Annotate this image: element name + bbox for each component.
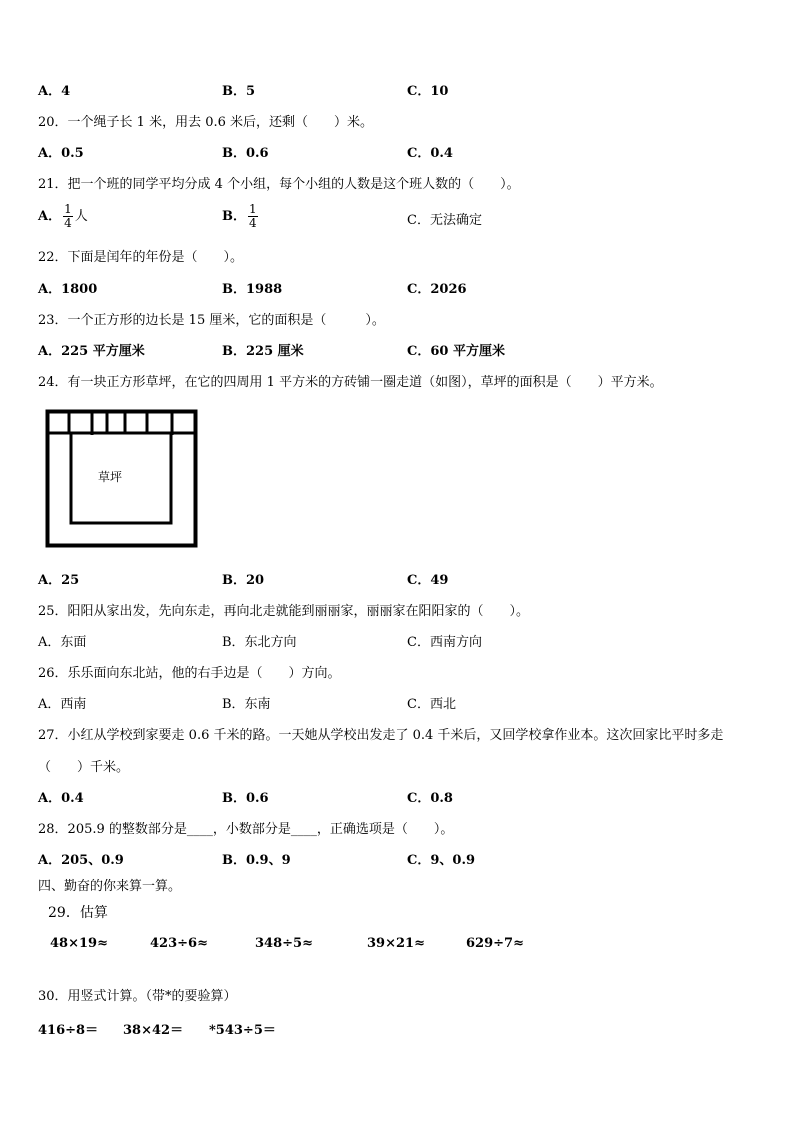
q28-option-c: C．9、0.9	[407, 853, 476, 868]
q30-item-2: 38×42＝	[123, 1023, 184, 1038]
q21-b-prefix: B．	[222, 209, 246, 224]
q19-option-a: A．4	[38, 84, 71, 99]
q30-item-3: *543÷5＝	[209, 1023, 276, 1038]
q22-option-a: A．1800	[38, 282, 98, 297]
q22-question: 22．下面是闰年的年份是（ ）。	[38, 250, 244, 265]
q22-option-b: B．1988	[222, 282, 283, 297]
q21-b-numerator: 1	[249, 202, 257, 216]
q25-option-b: B．东北方向	[222, 635, 297, 650]
section-4-heading: 四、勤奋的你来算一算。	[38, 879, 182, 894]
q20-option-a: A．0.5	[38, 146, 84, 161]
q24-question: 24．有一块正方形草坪，在它的四周用 1 平方米的方砖铺一圈走道（如图），草坪的面积是（ ）平方米。	[38, 375, 663, 390]
q30-item-1: 416÷8＝	[38, 1023, 99, 1038]
q19-option-c: C．10	[407, 84, 449, 99]
q21-a-prefix: A．	[38, 209, 62, 224]
q29-item-5: 629÷7≈	[466, 936, 524, 951]
q24-option-c: C．49	[407, 573, 449, 588]
q21-option-c: C．无法确定	[407, 213, 482, 228]
q30-title: 30．用竖式计算。（带*的要验算）	[38, 989, 237, 1004]
q21-a-numerator: 1	[64, 202, 72, 216]
q27-option-c: C．0.8	[407, 791, 453, 806]
q28-option-a: A．205、0.9	[38, 853, 124, 868]
q21-option-b	[222, 203, 260, 230]
q22-option-c: C．2026	[407, 282, 467, 297]
q20-option-b: B．0.6	[222, 146, 269, 161]
lawn-figure	[45, 409, 200, 549]
q21-a-fraction	[63, 203, 73, 230]
q21-question: 21．把一个班的同学平均分成 4 个小组，每个小组的人数是这个班人数的（ ）。	[38, 177, 520, 192]
q27-question-cont: （ ）千米。	[38, 760, 130, 775]
q28-option-b: B．0.9、9	[222, 853, 291, 868]
q24-option-b: B．20	[222, 573, 265, 588]
q25-question: 25．阳阳从家出发，先向东走，再向北走就能到丽丽家，丽丽家在阳阳家的（ ）。	[38, 604, 530, 619]
q21-a-suffix: 人	[74, 209, 88, 224]
q26-question: 26．乐乐面向东北站，他的右手边是（ ）方向。	[38, 666, 341, 681]
q23-option-c: C．60 平方厘米	[407, 344, 505, 359]
lawn-label: 草坪	[98, 470, 123, 484]
q28-question: 28．205.9 的整数部分是____，小数部分是____，正确选项是（ ）。	[38, 822, 454, 837]
q19-option-b: B．5	[222, 84, 256, 99]
q29-item-2: 423÷6≈	[150, 936, 208, 951]
q25-option-c: C．西南方向	[407, 635, 482, 650]
q21-option-a	[38, 203, 88, 230]
q23-option-a: A．225 平方厘米	[38, 344, 145, 359]
q27-option-b: B．0.6	[222, 791, 269, 806]
q24-option-a: A．25	[38, 573, 80, 588]
q21-a-denominator: 4	[64, 216, 72, 230]
q29-item-3: 348÷5≈	[255, 936, 313, 951]
q21-b-fraction	[248, 203, 258, 230]
q20-question: 20．一个绳子长 1 米，用去 0.6 米后，还剩（ ）米。	[38, 115, 374, 130]
q23-question: 23．一个正方形的边长是 15 厘米，它的面积是（ ）。	[38, 313, 385, 328]
q29-title: 29．估算	[48, 905, 108, 921]
q26-option-b: B．东南	[222, 697, 271, 712]
q25-option-a: A．东面	[38, 635, 87, 650]
q20-option-c: C．0.4	[407, 146, 453, 161]
q29-item-1: 48×19≈	[50, 936, 108, 951]
q21-b-denominator: 4	[249, 216, 257, 230]
q26-option-a: A．西南	[38, 697, 87, 712]
q29-item-4: 39×21≈	[367, 936, 425, 951]
q27-option-a: A．0.4	[38, 791, 84, 806]
q27-question: 27．小红从学校到家要走 0.6 千米的路。一天她从学校出发走了 0.4 千米后，又回学校拿作业本。这次回家比平时多走	[38, 728, 724, 743]
q23-option-b: B．225 厘米	[222, 344, 304, 359]
q26-option-c: C．西北	[407, 697, 456, 712]
